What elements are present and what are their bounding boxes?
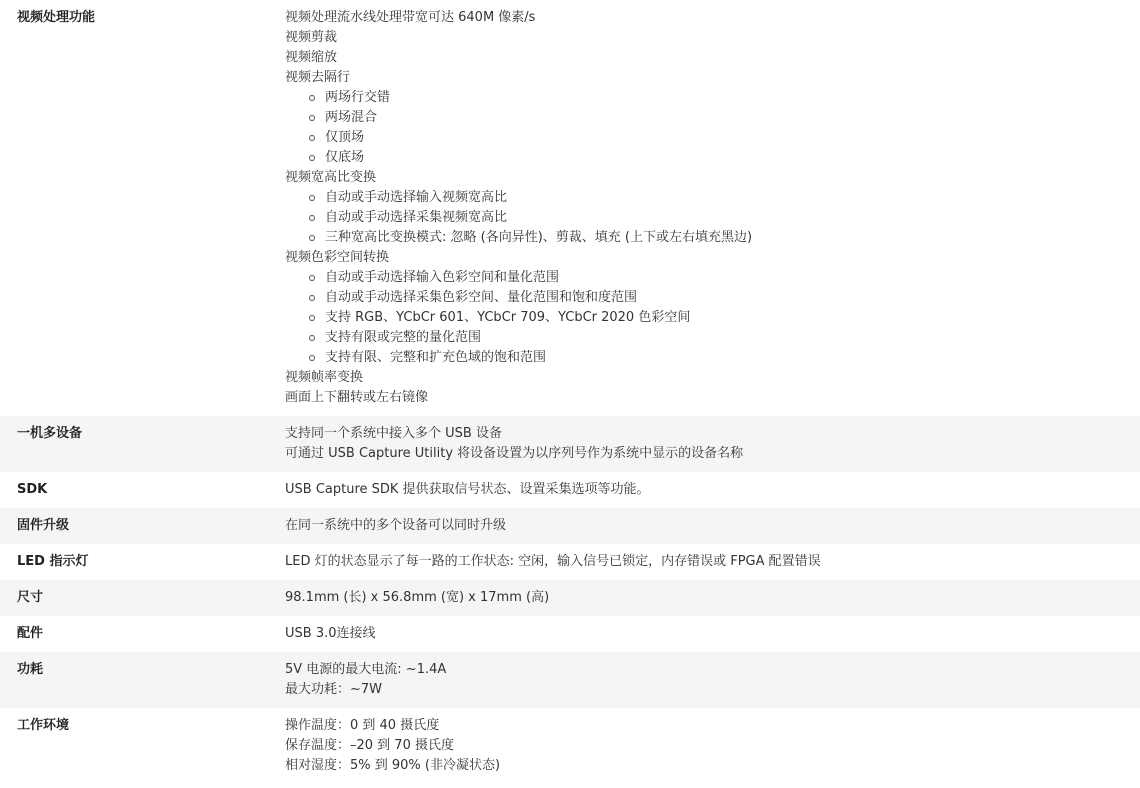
circle-bullet-icon xyxy=(309,355,315,361)
spec-item: 支持同一个系统中接入多个 USB 设备 xyxy=(285,426,502,441)
spec-item: 画面上下翻转或左右镜像 xyxy=(285,390,429,405)
spec-label: 功耗 xyxy=(17,662,44,677)
spec-label: 配件 xyxy=(17,626,44,641)
spec-sub-item xyxy=(309,228,1140,248)
spec-item: 视频缩放 xyxy=(285,50,338,65)
spec-value xyxy=(285,416,1140,472)
spec-sub-item-text: 两场混合 xyxy=(325,110,378,125)
spec-sub-item xyxy=(309,328,1140,348)
spec-sub-item xyxy=(309,108,1140,128)
spec-item: USB Capture SDK 提供获取信号状态、设置采集选项等功能。 xyxy=(285,482,650,497)
circle-bullet-icon xyxy=(309,215,315,221)
spec-sub-item xyxy=(309,88,1140,108)
spec-value xyxy=(285,616,1140,652)
spec-row-firmware-upgrade xyxy=(0,508,1140,544)
spec-sub-item-text: 自动或手动选择采集色彩空间、量化范围和饱和度范围 xyxy=(325,290,638,305)
spec-value xyxy=(285,544,1140,580)
spec-sub-item-text: 支持有限、完整和扩充色域的饱和范围 xyxy=(325,350,547,365)
spec-label: 尺寸 xyxy=(17,590,44,605)
spec-label: SDK xyxy=(17,482,48,497)
spec-sub-item-text: 两场行交错 xyxy=(325,90,391,105)
circle-bullet-icon xyxy=(309,155,315,161)
spec-sub-item-text: 自动或手动选择输入视频宽高比 xyxy=(325,190,508,205)
spec-sub-item-text: 支持有限或完整的量化范围 xyxy=(325,330,482,345)
spec-sub-list xyxy=(285,188,1140,248)
spec-value xyxy=(285,580,1140,616)
spec-sub-item-text: 仅顶场 xyxy=(325,130,365,145)
spec-item: 视频宽高比变换 xyxy=(285,170,377,185)
spec-label: 视频处理功能 xyxy=(17,10,96,25)
spec-label: 一机多设备 xyxy=(17,426,83,441)
spec-sub-list xyxy=(285,268,1140,368)
circle-bullet-icon xyxy=(309,335,315,341)
circle-bullet-icon xyxy=(309,135,315,141)
spec-item: 可通过 USB Capture Utility 将设备设置为以序列号作为系统中显示的设备名称 xyxy=(285,446,744,461)
spec-item: 5V 电源的最大电流: ~1.4A xyxy=(285,662,447,677)
spec-sub-item-text: 自动或手动选择采集视频宽高比 xyxy=(325,210,508,225)
spec-sub-item xyxy=(309,348,1140,368)
spec-row-operating-environment xyxy=(0,708,1140,784)
spec-sub-item xyxy=(309,268,1140,288)
spec-sub-item xyxy=(309,308,1140,328)
spec-sub-item-text: 支持 RGB、YCbCr 601、YCbCr 709、YCbCr 2020 色彩空间 xyxy=(325,310,691,325)
spec-value xyxy=(285,0,1140,416)
spec-item: LED 灯的状态显示了每一路的工作状态: 空闲，输入信号已锁定，内存错误或 FPGA 配置错误 xyxy=(285,554,821,569)
spec-sub-list xyxy=(285,88,1140,168)
spec-value xyxy=(285,652,1140,708)
spec-row-led-indicator xyxy=(0,544,1140,580)
spec-value xyxy=(285,472,1140,508)
circle-bullet-icon xyxy=(309,235,315,241)
spec-sub-item-text: 三种宽高比变换模式: 忽略 (各向异性)、剪裁、填充 (上下或左右填充黑边) xyxy=(325,230,753,245)
spec-value xyxy=(285,708,1140,784)
spec-row-power-consumption xyxy=(0,652,1140,708)
spec-label: 固件升级 xyxy=(17,518,70,533)
spec-item: 视频色彩空间转换 xyxy=(285,250,390,265)
spec-sub-item-text: 仅底场 xyxy=(325,150,365,165)
circle-bullet-icon xyxy=(309,115,315,121)
circle-bullet-icon xyxy=(309,295,315,301)
spec-sub-item xyxy=(309,288,1140,308)
spec-row-accessories xyxy=(0,616,1140,652)
spec-item: 98.1mm (长) x 56.8mm (宽) x 17mm (高) xyxy=(285,590,550,605)
spec-row-sdk xyxy=(0,472,1140,508)
circle-bullet-icon xyxy=(309,95,315,101)
spec-label: LED 指示灯 xyxy=(17,554,89,569)
spec-label: 工作环境 xyxy=(17,718,70,733)
spec-item: 视频处理流水线处理带宽可达 640M 像素/s xyxy=(285,10,536,25)
spec-sub-item xyxy=(309,128,1140,148)
spec-item: 在同一系统中的多个设备可以同时升级 xyxy=(285,518,507,533)
spec-item: USB 3.0连接线 xyxy=(285,626,376,641)
spec-sub-item xyxy=(309,188,1140,208)
spec-item: 保存温度：–20 到 70 摄氏度 xyxy=(285,738,454,753)
spec-item: 最大功耗：~7W xyxy=(285,682,383,697)
spec-item: 相对湿度：5% 到 90% (非冷凝状态) xyxy=(285,758,501,773)
circle-bullet-icon xyxy=(309,275,315,281)
circle-bullet-icon xyxy=(309,195,315,201)
spec-item: 视频帧率变换 xyxy=(285,370,364,385)
spec-sub-item xyxy=(309,208,1140,228)
spec-item: 视频去隔行 xyxy=(285,70,351,85)
circle-bullet-icon xyxy=(309,315,315,321)
spec-row-multi-device xyxy=(0,416,1140,472)
spec-item: 视频剪裁 xyxy=(285,30,338,45)
spec-value xyxy=(285,508,1140,544)
spec-sub-item-text: 自动或手动选择输入色彩空间和量化范围 xyxy=(325,270,560,285)
spec-sub-item xyxy=(309,148,1140,168)
spec-row-dimensions xyxy=(0,580,1140,616)
spec-item: 操作温度：0 到 40 摄氏度 xyxy=(285,718,440,733)
